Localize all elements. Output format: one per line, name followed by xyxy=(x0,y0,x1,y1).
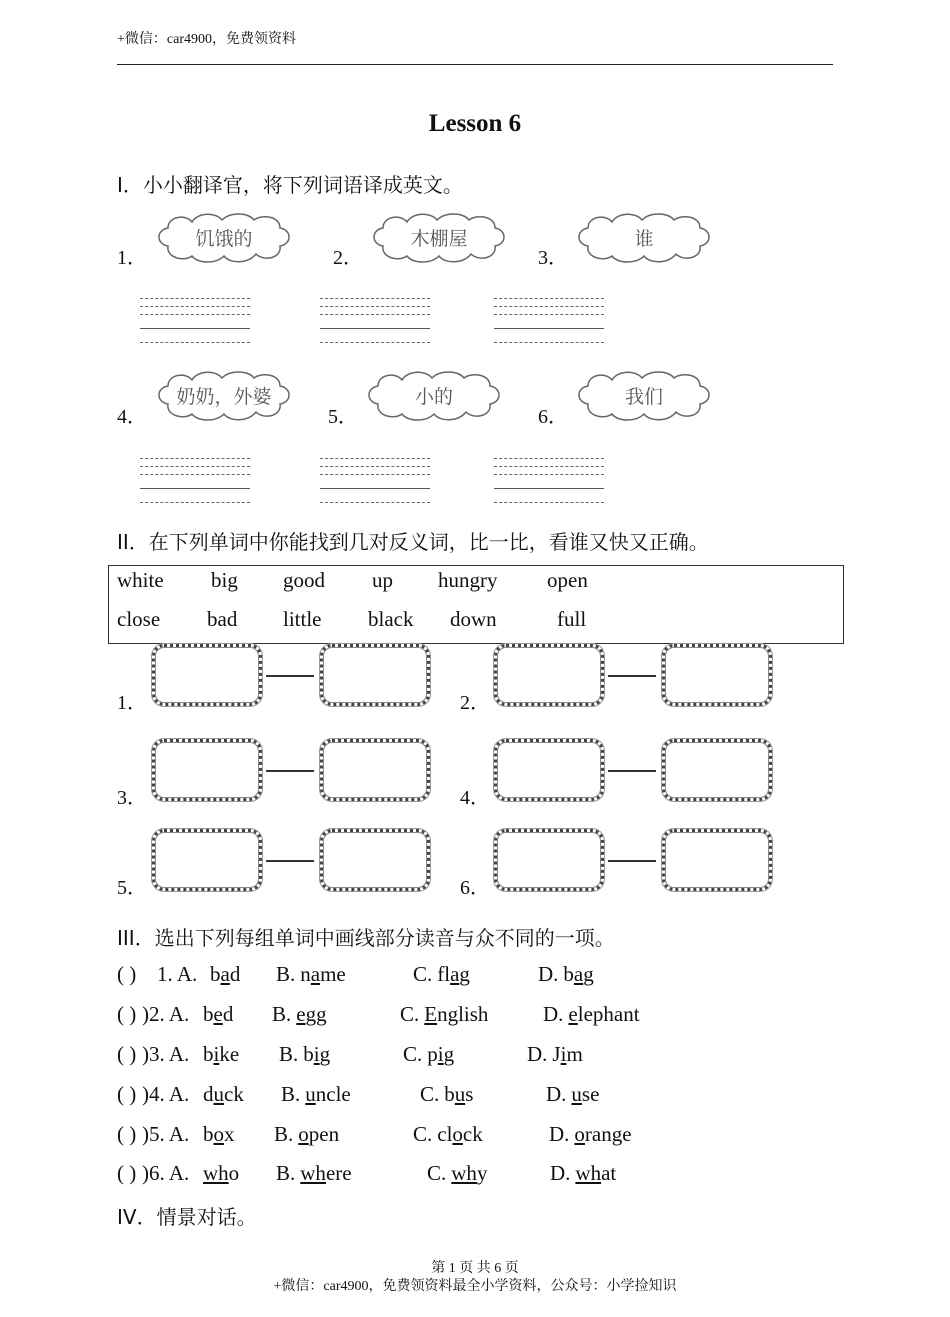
question-number xyxy=(142,1002,189,1027)
writing-line xyxy=(494,298,604,299)
option-a xyxy=(203,1042,239,1067)
word-part: ck xyxy=(462,1122,483,1146)
word: up xyxy=(372,568,393,592)
item-number: 2． xyxy=(333,247,363,269)
answer-bracket[interactable]: ( ) xyxy=(117,1122,137,1146)
pair-connector xyxy=(608,770,656,772)
chinese-word: 木棚屋 xyxy=(410,228,468,250)
answer-box[interactable] xyxy=(494,739,604,801)
word-part: lephant xyxy=(577,1002,640,1026)
writing-line xyxy=(140,466,250,467)
word-part: b xyxy=(563,962,574,986)
word-part: x xyxy=(224,1122,235,1146)
header-note: +微信：car4900，免费领资料 xyxy=(117,32,296,47)
word-part: range xyxy=(584,1122,632,1146)
word-part: C. xyxy=(413,1122,433,1146)
question-label: )2. A. xyxy=(142,1002,190,1026)
option-d xyxy=(527,1042,583,1067)
writing-line xyxy=(320,306,430,307)
pair-connector xyxy=(608,675,656,677)
word: good xyxy=(283,568,325,592)
word-part: g xyxy=(459,962,470,986)
pair-number: 1． xyxy=(117,692,147,714)
writing-line xyxy=(320,458,430,459)
writing-line xyxy=(140,314,250,315)
writing-line xyxy=(494,474,604,475)
word: close xyxy=(117,607,161,631)
writing-line xyxy=(140,488,250,489)
answer-box[interactable] xyxy=(320,739,430,801)
option-b xyxy=(274,1122,339,1147)
writing-line xyxy=(494,458,604,459)
word: black xyxy=(368,607,414,631)
question-label: )5. A. xyxy=(142,1122,190,1146)
answer-box[interactable] xyxy=(152,739,262,801)
question-label: )6. A. xyxy=(142,1161,190,1185)
word-part: B. xyxy=(276,1161,296,1185)
word-part: C. xyxy=(403,1042,423,1066)
option-a xyxy=(210,962,240,987)
underlined-letters: a xyxy=(220,962,230,986)
page-title: Lesson 6 xyxy=(428,110,522,137)
word-part: D. xyxy=(550,1161,571,1185)
option-d xyxy=(543,1002,640,1027)
pair-number: 4． xyxy=(460,787,490,809)
answer-box[interactable] xyxy=(494,644,604,706)
word-part: C. xyxy=(427,1161,447,1185)
writing-line xyxy=(494,314,604,315)
underlined-letters: a xyxy=(310,962,321,986)
question-label: )4. A. xyxy=(142,1082,190,1106)
word-part: y xyxy=(476,1161,488,1185)
option-c xyxy=(420,1082,473,1107)
page-number: 第 1 页 共 6 页 xyxy=(431,1261,519,1276)
word-part: b xyxy=(203,1042,214,1066)
word-part: C. xyxy=(400,1002,420,1026)
writing-line xyxy=(320,474,430,475)
underlined-letters: o xyxy=(574,1122,585,1146)
question-label: )3. A. xyxy=(142,1042,190,1066)
word-part: b xyxy=(203,1002,214,1026)
underlined-letters: o xyxy=(452,1122,463,1146)
word-bank xyxy=(108,565,844,644)
writing-line xyxy=(320,466,430,467)
word-part: d xyxy=(229,962,241,986)
answer-bracket[interactable]: ( ) xyxy=(117,1042,137,1066)
question-number xyxy=(142,1082,189,1107)
answer-box[interactable] xyxy=(320,644,430,706)
word-part: b xyxy=(203,1122,214,1146)
word-part: d xyxy=(222,1002,234,1026)
pair-number: 5． xyxy=(117,877,147,899)
word-part: ck xyxy=(224,1082,244,1106)
answer-box[interactable] xyxy=(152,644,262,706)
option-b xyxy=(281,1082,351,1107)
word-part: g xyxy=(583,962,594,986)
word-part: B. xyxy=(272,1002,292,1026)
underlined-letters: wh xyxy=(575,1161,602,1185)
pair-number: 3． xyxy=(117,787,147,809)
underlined-letters: o xyxy=(298,1122,309,1146)
section2-heading: II．在下列单词中你能找到几对反义词，比一比，看谁又快又正确。 xyxy=(117,530,709,554)
pair-connector xyxy=(266,770,314,772)
option-c xyxy=(427,1161,487,1186)
word: little xyxy=(283,607,322,631)
item-number: 3． xyxy=(538,247,568,269)
underlined-letters: e xyxy=(296,1002,306,1026)
option-b xyxy=(279,1042,330,1067)
question-number xyxy=(142,1161,189,1186)
word: bad xyxy=(207,607,238,631)
underlined-letters: u xyxy=(454,1082,466,1106)
writing-line xyxy=(140,458,250,459)
writing-line xyxy=(140,342,250,343)
writing-line xyxy=(494,466,604,467)
writing-line xyxy=(494,306,604,307)
question-number xyxy=(142,1122,189,1147)
question-number xyxy=(142,1042,189,1067)
underlined-letters: wh xyxy=(203,1161,229,1185)
writing-line xyxy=(320,488,430,489)
word-part: d xyxy=(203,1082,214,1106)
word: full xyxy=(557,607,587,631)
underlined-letters: wh xyxy=(451,1161,477,1185)
underlined-letters: i xyxy=(437,1042,444,1066)
writing-line xyxy=(320,502,430,503)
pair-connector xyxy=(608,860,656,862)
pair-number: 2． xyxy=(460,692,490,714)
section4-heading: IV．情景对话。 xyxy=(117,1205,257,1229)
underlined-letters: a xyxy=(450,962,460,986)
option-d xyxy=(538,962,594,987)
word-part: C. xyxy=(413,962,433,986)
writing-line xyxy=(140,306,250,307)
underlined-letters: u xyxy=(571,1082,582,1106)
word: open xyxy=(547,568,588,592)
item-number: 4． xyxy=(117,406,147,428)
writing-line xyxy=(494,328,604,329)
writing-line xyxy=(494,502,604,503)
answer-bracket[interactable]: ( ) xyxy=(117,962,137,986)
writing-line xyxy=(494,342,604,343)
word-part: b xyxy=(444,1082,455,1106)
word-part: gg xyxy=(305,1002,327,1026)
writing-line xyxy=(320,298,430,299)
chinese-word: 饥饿的 xyxy=(195,228,253,250)
underlined-letters: i xyxy=(313,1042,320,1066)
chinese-word: 小的 xyxy=(414,386,453,408)
word: hungry xyxy=(438,568,498,592)
word-part: ncle xyxy=(315,1082,351,1106)
word-part: D. xyxy=(549,1122,570,1146)
section1-heading: I．小小翻译官，将下列词语译成英文。 xyxy=(117,173,463,197)
underlined-letters: u xyxy=(213,1082,224,1106)
option-d xyxy=(549,1122,632,1147)
underlined-letters: e xyxy=(568,1002,578,1026)
option-d xyxy=(546,1082,599,1107)
writing-line xyxy=(140,474,250,475)
writing-line xyxy=(320,328,430,329)
word: down xyxy=(450,607,497,631)
word-part: fl xyxy=(437,962,451,986)
pair-connector xyxy=(266,860,314,862)
word: white xyxy=(117,568,164,592)
underlined-letters: E xyxy=(424,1002,438,1026)
question-number xyxy=(157,962,197,987)
option-b xyxy=(276,1161,352,1186)
option-c xyxy=(413,962,470,987)
word-part: B. xyxy=(279,1042,299,1066)
chinese-word: 奶奶，外婆 xyxy=(176,386,272,408)
word-part: o xyxy=(228,1161,240,1185)
writing-line xyxy=(320,314,430,315)
word-part: cl xyxy=(437,1122,453,1146)
word-part: B. xyxy=(276,962,296,986)
word-part: D. xyxy=(546,1082,567,1106)
word-part: B. xyxy=(281,1082,301,1106)
option-a xyxy=(203,1082,244,1107)
word-part: D. xyxy=(538,962,559,986)
answer-bracket[interactable]: ( ) xyxy=(117,1002,137,1026)
word-part: D. xyxy=(543,1002,564,1026)
underlined-letters: u xyxy=(305,1082,316,1106)
word: big xyxy=(211,568,238,592)
word-part: C. xyxy=(420,1082,440,1106)
item-number: 5． xyxy=(328,406,358,428)
word-part: B. xyxy=(274,1122,294,1146)
item-number: 1． xyxy=(117,247,147,269)
option-b xyxy=(276,962,346,987)
option-c xyxy=(403,1042,454,1067)
option-a xyxy=(203,1161,239,1186)
word-part: se xyxy=(581,1082,600,1106)
writing-line xyxy=(140,502,250,503)
answer-box[interactable] xyxy=(494,829,604,891)
header-rule xyxy=(117,64,833,65)
word-part: at xyxy=(601,1161,617,1185)
underlined-letters: a xyxy=(573,962,584,986)
option-c xyxy=(400,1002,488,1027)
word-part: b xyxy=(303,1042,314,1066)
word-part: g xyxy=(443,1042,455,1066)
answer-bracket[interactable]: ( ) xyxy=(117,1161,137,1185)
word-part: J xyxy=(552,1042,561,1066)
word-part: b xyxy=(210,962,221,986)
footer-note: +微信：car4900，免费领资料最全小学资料，公众号：小学捡知识 xyxy=(273,1279,677,1294)
writing-line xyxy=(494,488,604,489)
underlined-letters: i xyxy=(213,1042,220,1066)
option-a xyxy=(203,1122,235,1147)
answer-bracket[interactable]: ( ) xyxy=(117,1082,137,1106)
answer-box[interactable] xyxy=(152,829,262,891)
item-number: 6． xyxy=(538,406,568,428)
section3-heading: III．选出下列每组单词中画线部分读音与众不同的一项。 xyxy=(117,926,615,950)
option-c xyxy=(413,1122,483,1147)
underlined-letters: o xyxy=(213,1122,224,1146)
answer-box[interactable] xyxy=(662,739,772,801)
writing-line xyxy=(140,328,250,329)
answer-box[interactable] xyxy=(662,829,772,891)
word-part: me xyxy=(320,962,346,986)
answer-box[interactable] xyxy=(320,829,430,891)
word-part: ere xyxy=(325,1161,352,1185)
underlined-letters: e xyxy=(213,1002,223,1026)
option-a xyxy=(203,1002,233,1027)
pair-number: 6． xyxy=(460,877,490,899)
option-b xyxy=(272,1002,327,1027)
option-d xyxy=(550,1161,616,1186)
word-part: g xyxy=(319,1042,331,1066)
underlined-letters: wh xyxy=(300,1161,326,1185)
underlined-letters: i xyxy=(560,1042,567,1066)
writing-line xyxy=(320,342,430,343)
word-part: nglish xyxy=(437,1002,489,1026)
word-part: D. xyxy=(527,1042,548,1066)
word-part: ke xyxy=(219,1042,240,1066)
word-part: p xyxy=(427,1042,438,1066)
word-part: s xyxy=(465,1082,474,1106)
word-part: pen xyxy=(308,1122,340,1146)
writing-line xyxy=(140,298,250,299)
word-part: n xyxy=(300,962,311,986)
question-label: 1. A. xyxy=(157,962,198,986)
chinese-word: 谁 xyxy=(634,228,654,250)
answer-box[interactable] xyxy=(662,644,772,706)
word-part: m xyxy=(566,1042,583,1066)
chinese-word: 我们 xyxy=(624,386,663,408)
pair-connector xyxy=(266,675,314,677)
